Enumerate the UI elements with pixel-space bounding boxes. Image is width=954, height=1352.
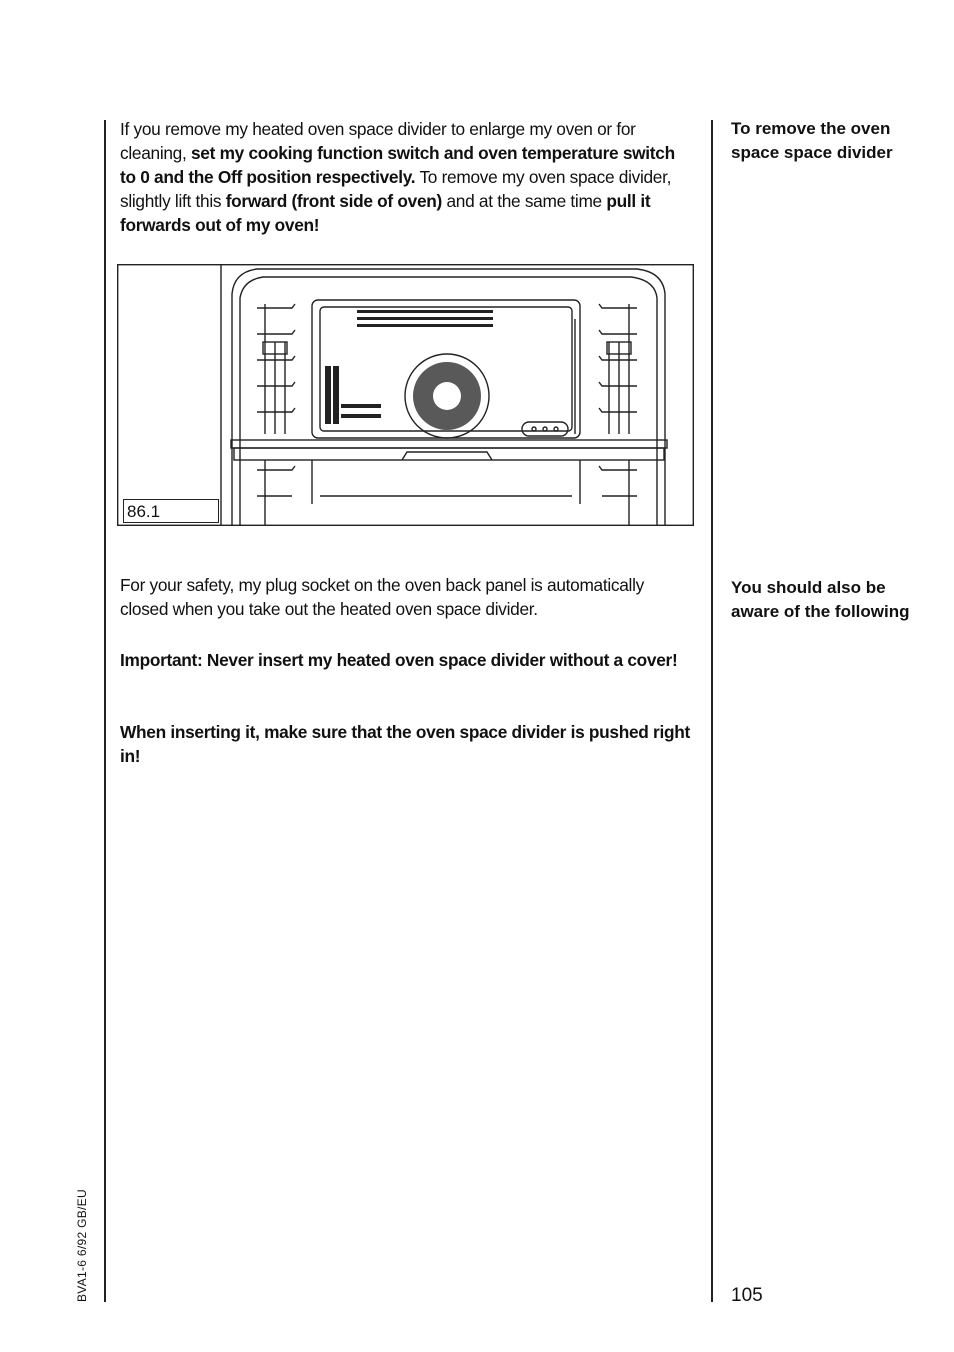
intro-bold-3: pull it forwards out of my oven! bbox=[120, 191, 651, 235]
inserting-paragraph: When inserting it, make sure that the oven space divider is pushed right in! bbox=[120, 722, 690, 766]
page-number: 105 bbox=[731, 1285, 763, 1306]
sidebar-heading-aware: You should also be aware of the following bbox=[731, 578, 910, 621]
left-margin-rule bbox=[104, 120, 106, 1302]
sidebar-heading-remove: To remove the oven space space divider bbox=[731, 119, 893, 162]
column-divider-rule bbox=[711, 120, 713, 1302]
intro-text-1: If you remove my heated oven space divider to enlarge my oven or for cleaning, bbox=[120, 119, 636, 163]
oven-illustration bbox=[117, 264, 694, 526]
safety-paragraph: For your safety, my plug socket on the oven back panel is automatically closed when you take out the heated oven space divider. bbox=[120, 575, 644, 619]
important-paragraph: Important: Never insert my heated oven space divider without a cover! bbox=[120, 650, 678, 670]
intro-text-3: and at the same time bbox=[441, 191, 607, 211]
intro-paragraph bbox=[120, 117, 694, 237]
intro-bold-1: set my cooking function switch and oven temperature switch to 0 and the Off position respectively. bbox=[120, 143, 675, 187]
intro-text-2: To remove my oven space divider, slightly lift this bbox=[120, 167, 672, 211]
intro-bold-2: forward (front side of oven) bbox=[225, 191, 442, 211]
document-code: BVA1-6 6/92 GB/EU bbox=[75, 1189, 89, 1302]
figure-label: 86.1 bbox=[123, 499, 219, 523]
